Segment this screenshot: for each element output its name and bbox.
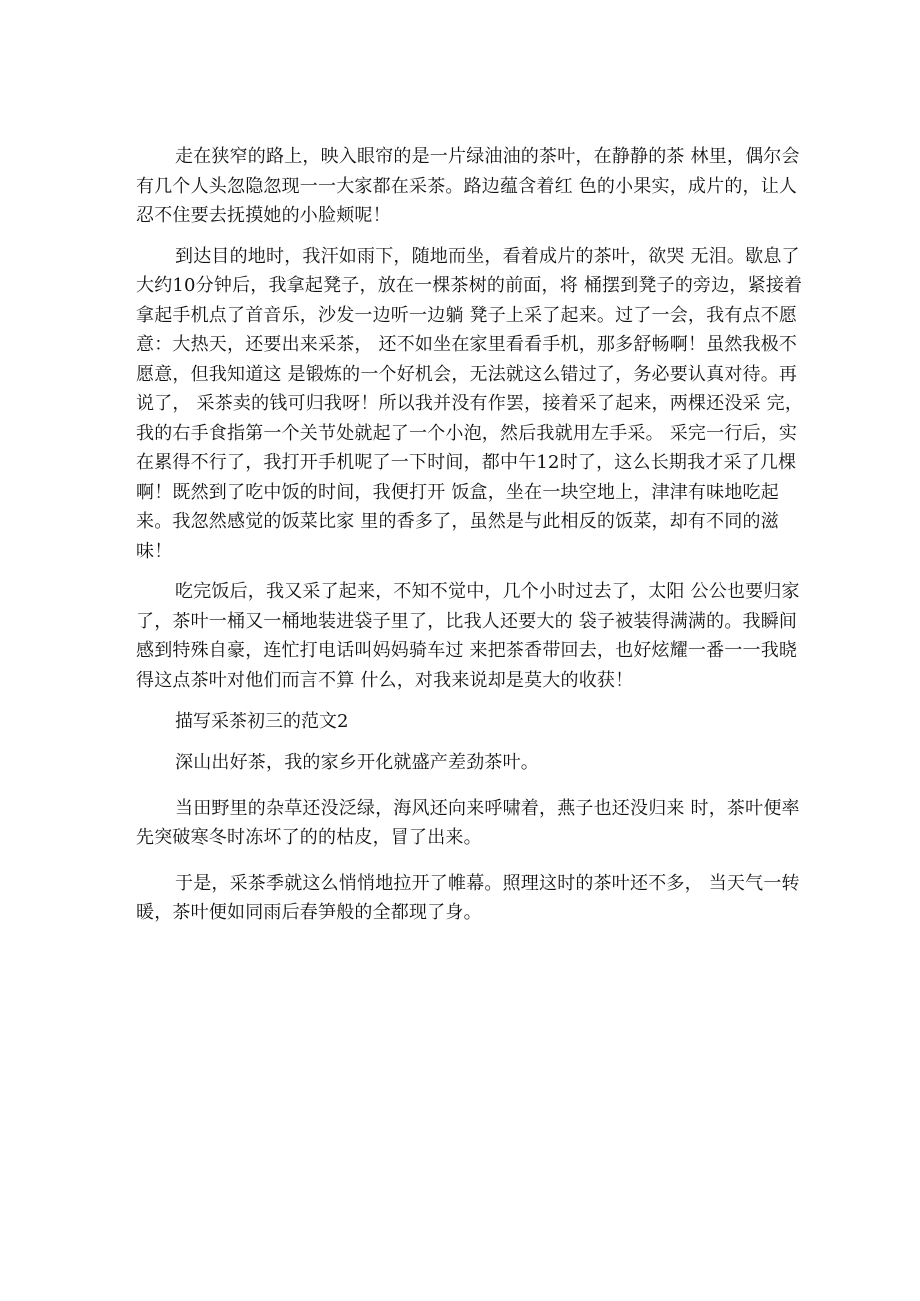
document-body (136, 142, 804, 928)
paragraph-2: 到达目的地时，我汗如雨下，随地而坐，看着成片的茶叶，欲哭 无泪。歇息了大约10分钟后，我拿起凳子，放在一棵茶树的前面，将 桶摆到凳子的旁边，紧接着拿起手机点了首音乐，沙发一边听一边躺 凳子上采了起来。过了一会，我有点不愿意：大热天，还要出来采茶， 还不如坐在家里看看手机，那多舒畅啊！虽然我极不愿意，但我知道这 是锻炼的一个好机会，无法就这么错过了，务必要认真对待。再说了， 采茶卖的钱可归我呀！所以我并没有作罢，接着采了起来，两棵还没采 完，我的右手食指第一个关节处就起了一个小泡，然后我就用左手采。 采完一行后，实在累得不行了，我打开手机呢了一下时间，都中午12时了，这么长期我才采了几棵啊！既然到了吃中饭的时间，我便打开 饭盒，坐在一块空地上，津津有味地吃起来。我忽然感觉的饭菜比家 里的香多了，虽然是与此相反的饭菜，却有不同的滋味！ (136, 245, 804, 562)
section-heading: 描写采茶初三的范文2 (175, 711, 349, 732)
paragraph-6: 于是，采茶季就这么悄悄地拉开了帷幕。照理这时的茶叶还不多， 当天气一转暖，茶叶便如同雨后春笋般的全都现了身。 (136, 872, 800, 923)
paragraph-5: 当田野里的杂草还没泛绿，海风还向来呼啸着，燕子也还没归来 时，茶叶便率先突破寒冬时冻坏了的的枯皮，冒了出来。 (136, 797, 800, 848)
paragraph-3: 吃完饭后，我又采了起来，不知不觉中，几个小时过去了，太阳 公公也要归家了，茶叶一桶又一桶地装进袋子里了，比我人还要大的 袋子被装得满满的。我瞬间感到特殊自豪，连忙打电话叫妈妈骑车过 来把茶香带回去，也好炫耀一番一一我晓得这点茶叶对他们而言不算 什么，对我来说却是莫大的收获！ (136, 581, 800, 691)
paragraph-4: 深山出好茶，我的家乡开化就盛产差劲茶叶。 (175, 752, 539, 773)
paragraph-1: 走在狭窄的路上，映入眼帘的是一片绿油油的茶叶，在静静的茶 林里，偶尔会有几个人头忽隐忽现一一大家都在采茶。路边蕴含着红 色的小果实，成片的，让人忍不住要去抚摸她的小脸颊呢！ (136, 146, 800, 226)
